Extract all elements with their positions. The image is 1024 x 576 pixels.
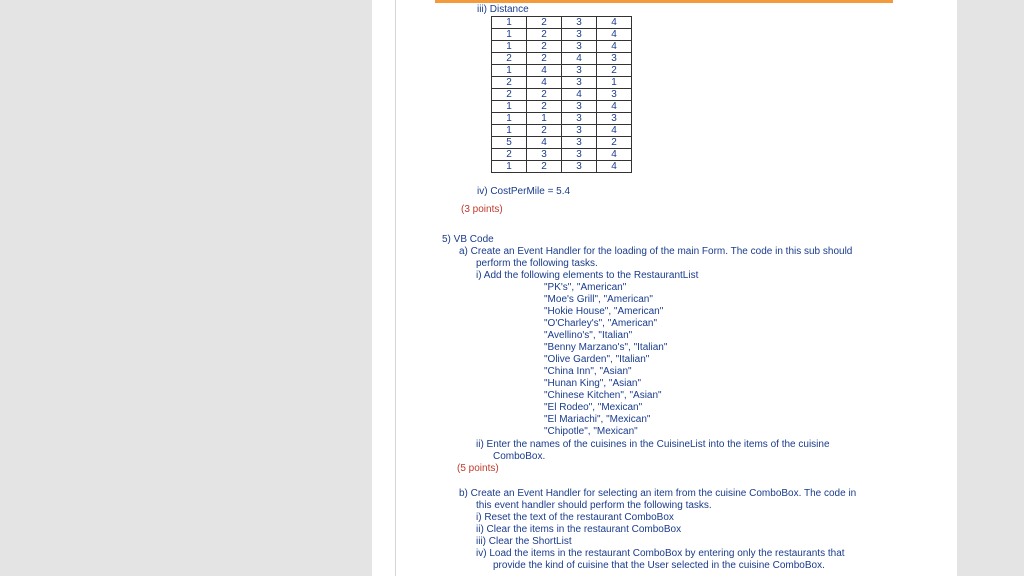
- table-cell: 2: [492, 77, 527, 89]
- part-b-task-iii: iii) Clear the ShortList: [476, 536, 572, 547]
- table-cell: 2: [527, 101, 562, 113]
- table-cell: 2: [527, 161, 562, 173]
- list-item: "Olive Garden", "Italian": [544, 354, 650, 365]
- table-cell: 1: [492, 113, 527, 125]
- part-b-line-1: b) Create an Event Handler for selecting an item from the cuisine ComboBox. The code in: [459, 488, 857, 499]
- table-cell: 2: [597, 65, 632, 77]
- list-item: "Benny Marzano's", "Italian": [544, 342, 668, 353]
- table-cell: 4: [562, 89, 597, 101]
- table-row: [492, 101, 632, 113]
- table-row: [492, 137, 632, 149]
- table-row: [492, 65, 632, 77]
- list-item: "PK's", "American": [544, 282, 627, 293]
- part-b-task-ii: ii) Clear the items in the restaurant ComboBox: [476, 524, 682, 535]
- part-a-task-ii-line-1: ii) Enter the names of the cuisines in the CuisineList into the items of the cuisine: [476, 439, 830, 450]
- table-cell: 2: [527, 29, 562, 41]
- distance-table: [491, 16, 632, 173]
- table-cell: 2: [492, 149, 527, 161]
- list-item: "China Inn", "Asian": [544, 366, 632, 377]
- table-cell: 4: [597, 161, 632, 173]
- page-margin-line: [395, 0, 396, 576]
- table-row: [492, 125, 632, 137]
- table-cell: 1: [492, 17, 527, 29]
- table-row: [492, 149, 632, 161]
- list-item: "Hokie House", "American": [544, 306, 664, 317]
- part-a-line-2: perform the following tasks.: [476, 258, 598, 269]
- table-cell: 3: [597, 53, 632, 65]
- list-item: "Avellino's", "Italian": [544, 330, 633, 341]
- table-row: [492, 113, 632, 125]
- table-cell: 3: [562, 137, 597, 149]
- table-cell: 1: [492, 125, 527, 137]
- table-cell: 2: [527, 125, 562, 137]
- table-cell: 4: [597, 29, 632, 41]
- table-cell: 3: [562, 17, 597, 29]
- table-cell: 3: [562, 77, 597, 89]
- table-cell: 3: [562, 65, 597, 77]
- table-cell: 4: [562, 53, 597, 65]
- table-cell: 1: [492, 41, 527, 53]
- part-a-line-1: a) Create an Event Handler for the loading of the main Form. The code in this sub should: [459, 246, 853, 257]
- section-5-title: 5) VB Code: [442, 234, 494, 245]
- table-cell: 1: [527, 113, 562, 125]
- table-cell: 4: [527, 65, 562, 77]
- table-cell: 4: [597, 125, 632, 137]
- part-b-task-i: i) Reset the text of the restaurant ComboBox: [476, 512, 674, 523]
- table-cell: 5: [492, 137, 527, 149]
- table-row: [492, 53, 632, 65]
- table-cell: 2: [492, 53, 527, 65]
- part-b-task-iv-continued: provide the kind of cuisine that the User selected in the cuisine ComboBox.: [493, 560, 825, 571]
- table-cell: 4: [597, 101, 632, 113]
- table-row: [492, 17, 632, 29]
- list-item: "Moe's Grill", "American": [544, 294, 653, 305]
- table-cell: 3: [597, 89, 632, 101]
- table-cell: 3: [562, 149, 597, 161]
- table-cell: 4: [527, 137, 562, 149]
- table-cell: 3: [562, 41, 597, 53]
- table-row: [492, 77, 632, 89]
- points-label-3: (3 points): [461, 204, 503, 215]
- table-row: [492, 41, 632, 53]
- table-cell: 1: [492, 161, 527, 173]
- cost-per-mile-label: iv) CostPerMile = 5.4: [477, 186, 571, 197]
- table-cell: 4: [597, 17, 632, 29]
- table-cell: 1: [597, 77, 632, 89]
- table-cell: 3: [597, 113, 632, 125]
- table-cell: 3: [562, 161, 597, 173]
- table-cell: 2: [527, 41, 562, 53]
- table-cell: 1: [492, 65, 527, 77]
- table-cell: 4: [527, 77, 562, 89]
- header-accent-bar: [435, 0, 893, 3]
- list-item: "Chinese Kitchen", "Asian": [544, 390, 662, 401]
- part-b-line-2: this event handler should perform the following tasks.: [476, 500, 712, 511]
- table-cell: 3: [562, 113, 597, 125]
- table-cell: 4: [597, 41, 632, 53]
- table-row: [492, 89, 632, 101]
- table-cell: 3: [562, 101, 597, 113]
- table-cell: 2: [527, 53, 562, 65]
- table-cell: 4: [597, 149, 632, 161]
- list-item: "Hunan King", "Asian": [544, 378, 642, 389]
- table-cell: 1: [492, 101, 527, 113]
- list-item: "El Rodeo", "Mexican": [544, 402, 643, 413]
- table-cell: 2: [527, 89, 562, 101]
- part-b-task-iv: iv) Load the items in the restaurant ComboBox by entering only the restaurants that: [476, 548, 845, 559]
- table-cell: 3: [527, 149, 562, 161]
- list-item: "El Mariachi", "Mexican": [544, 414, 651, 425]
- points-label-5: (5 points): [457, 463, 499, 474]
- table-cell: 2: [527, 17, 562, 29]
- part-a-task-ii-line-2: ComboBox.: [493, 451, 546, 462]
- table-row: [492, 161, 632, 173]
- list-item: "Chipotle", "Mexican": [544, 426, 638, 437]
- distance-label: iii) Distance: [477, 4, 529, 15]
- table-cell: 3: [562, 29, 597, 41]
- table-cell: 2: [492, 89, 527, 101]
- table-row: [492, 29, 632, 41]
- part-a-task-i: i) Add the following elements to the RestaurantList: [476, 270, 699, 281]
- list-item: "O'Charley's", "American": [544, 318, 658, 329]
- table-cell: 3: [562, 125, 597, 137]
- table-cell: 2: [597, 137, 632, 149]
- table-cell: 1: [492, 29, 527, 41]
